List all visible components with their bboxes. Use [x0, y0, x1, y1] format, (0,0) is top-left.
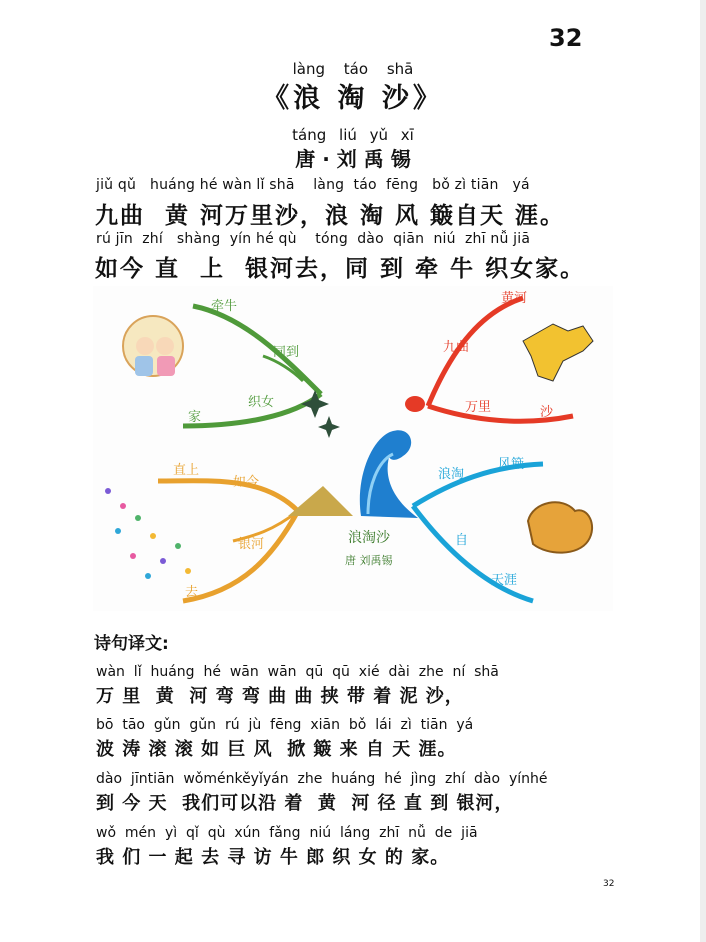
- mindmap-label: 自: [455, 533, 469, 548]
- translation-line-2-pinyin: bō tāo gǔn gǔn rú jù fēng xiān bǒ lái zì tiān yá: [96, 717, 474, 733]
- mindmap-center-author: 唐 刘禹锡: [345, 554, 393, 567]
- poem-line-2-pinyin: rú jīn zhí shàng yín hé qù tóng dào qiān niú zhī nǚ jiā: [96, 231, 531, 247]
- translation-line-2: 波 涛 滚 滚 如 巨 风 掀 簸 来 自 天 涯。: [96, 739, 457, 760]
- mindmap-center-title: 浪淘沙: [348, 530, 390, 546]
- translation-heading: 诗句译文:: [94, 634, 169, 654]
- translation-line-4: 我 们 一 起 去 寻 访 牛 郎 织 女 的 家。: [96, 847, 450, 868]
- mindmap-label: 直上: [173, 463, 200, 478]
- poem-author: 唐 · 刘 禹 锡: [295, 147, 411, 171]
- mindmap-label: 九曲: [443, 340, 470, 355]
- poem-line-1-pinyin: jiǔ qǔ huáng hé wàn lǐ shā làng táo fēng bǒ zì tiān yá: [96, 177, 530, 193]
- mindmap-label: 黄河: [501, 291, 528, 306]
- mindmap-svg: [93, 286, 613, 611]
- poem-line-2: 如今 直 上 银河去，同 到 牵 牛 织女家。: [95, 256, 586, 282]
- title-pinyin: làng táo shā: [292, 60, 414, 78]
- mindmap-label: 万里: [465, 400, 492, 415]
- mindmap-label: 同到: [273, 345, 300, 360]
- translation-line-3: 到 今 天 我们可以沿 着 黄 河 径 直 到 银河，: [96, 793, 514, 814]
- page-number-bottom: 32: [603, 879, 615, 889]
- mindmap-label: 沙: [540, 405, 554, 420]
- mindmap-label: 如今: [233, 475, 260, 490]
- mindmap-label: 去: [185, 585, 199, 600]
- mindmap-label: 牵牛: [211, 299, 238, 314]
- translation-line-4-pinyin: wǒ mén yì qǐ qù xún fǎng niú láng zhī nǚ de jiā: [96, 825, 478, 841]
- author-pinyin: táng liú yǔ xī: [292, 126, 414, 144]
- mindmap-illustration: [93, 286, 613, 611]
- poem-line-1: 九曲 黄 河万里沙，浪 淘 风 簸自天 涯。: [95, 203, 566, 229]
- page-number-top: 32: [549, 24, 583, 52]
- mindmap-label: 天涯: [491, 573, 518, 588]
- mindmap-label: 风簸: [498, 457, 525, 472]
- mindmap-label: 浪淘: [438, 467, 465, 482]
- translation-line-1: 万 里 黄 河 弯 弯 曲 曲 挟 带 着 泥 沙，: [96, 686, 464, 707]
- mindmap-label: 织女: [248, 395, 275, 410]
- translation-line-1-pinyin: wàn lǐ huáng hé wān wān qū qū xié dài zhe ní shā: [96, 664, 499, 680]
- translation-line-3-pinyin: dào jīntiān wǒménkěyǐyán zhe huáng hé jìng zhí dào yínhé: [96, 771, 548, 787]
- mindmap-label: 家: [188, 410, 202, 425]
- poem-title: 《浪 淘 沙》: [262, 83, 444, 114]
- mindmap-label: 银河: [238, 537, 265, 552]
